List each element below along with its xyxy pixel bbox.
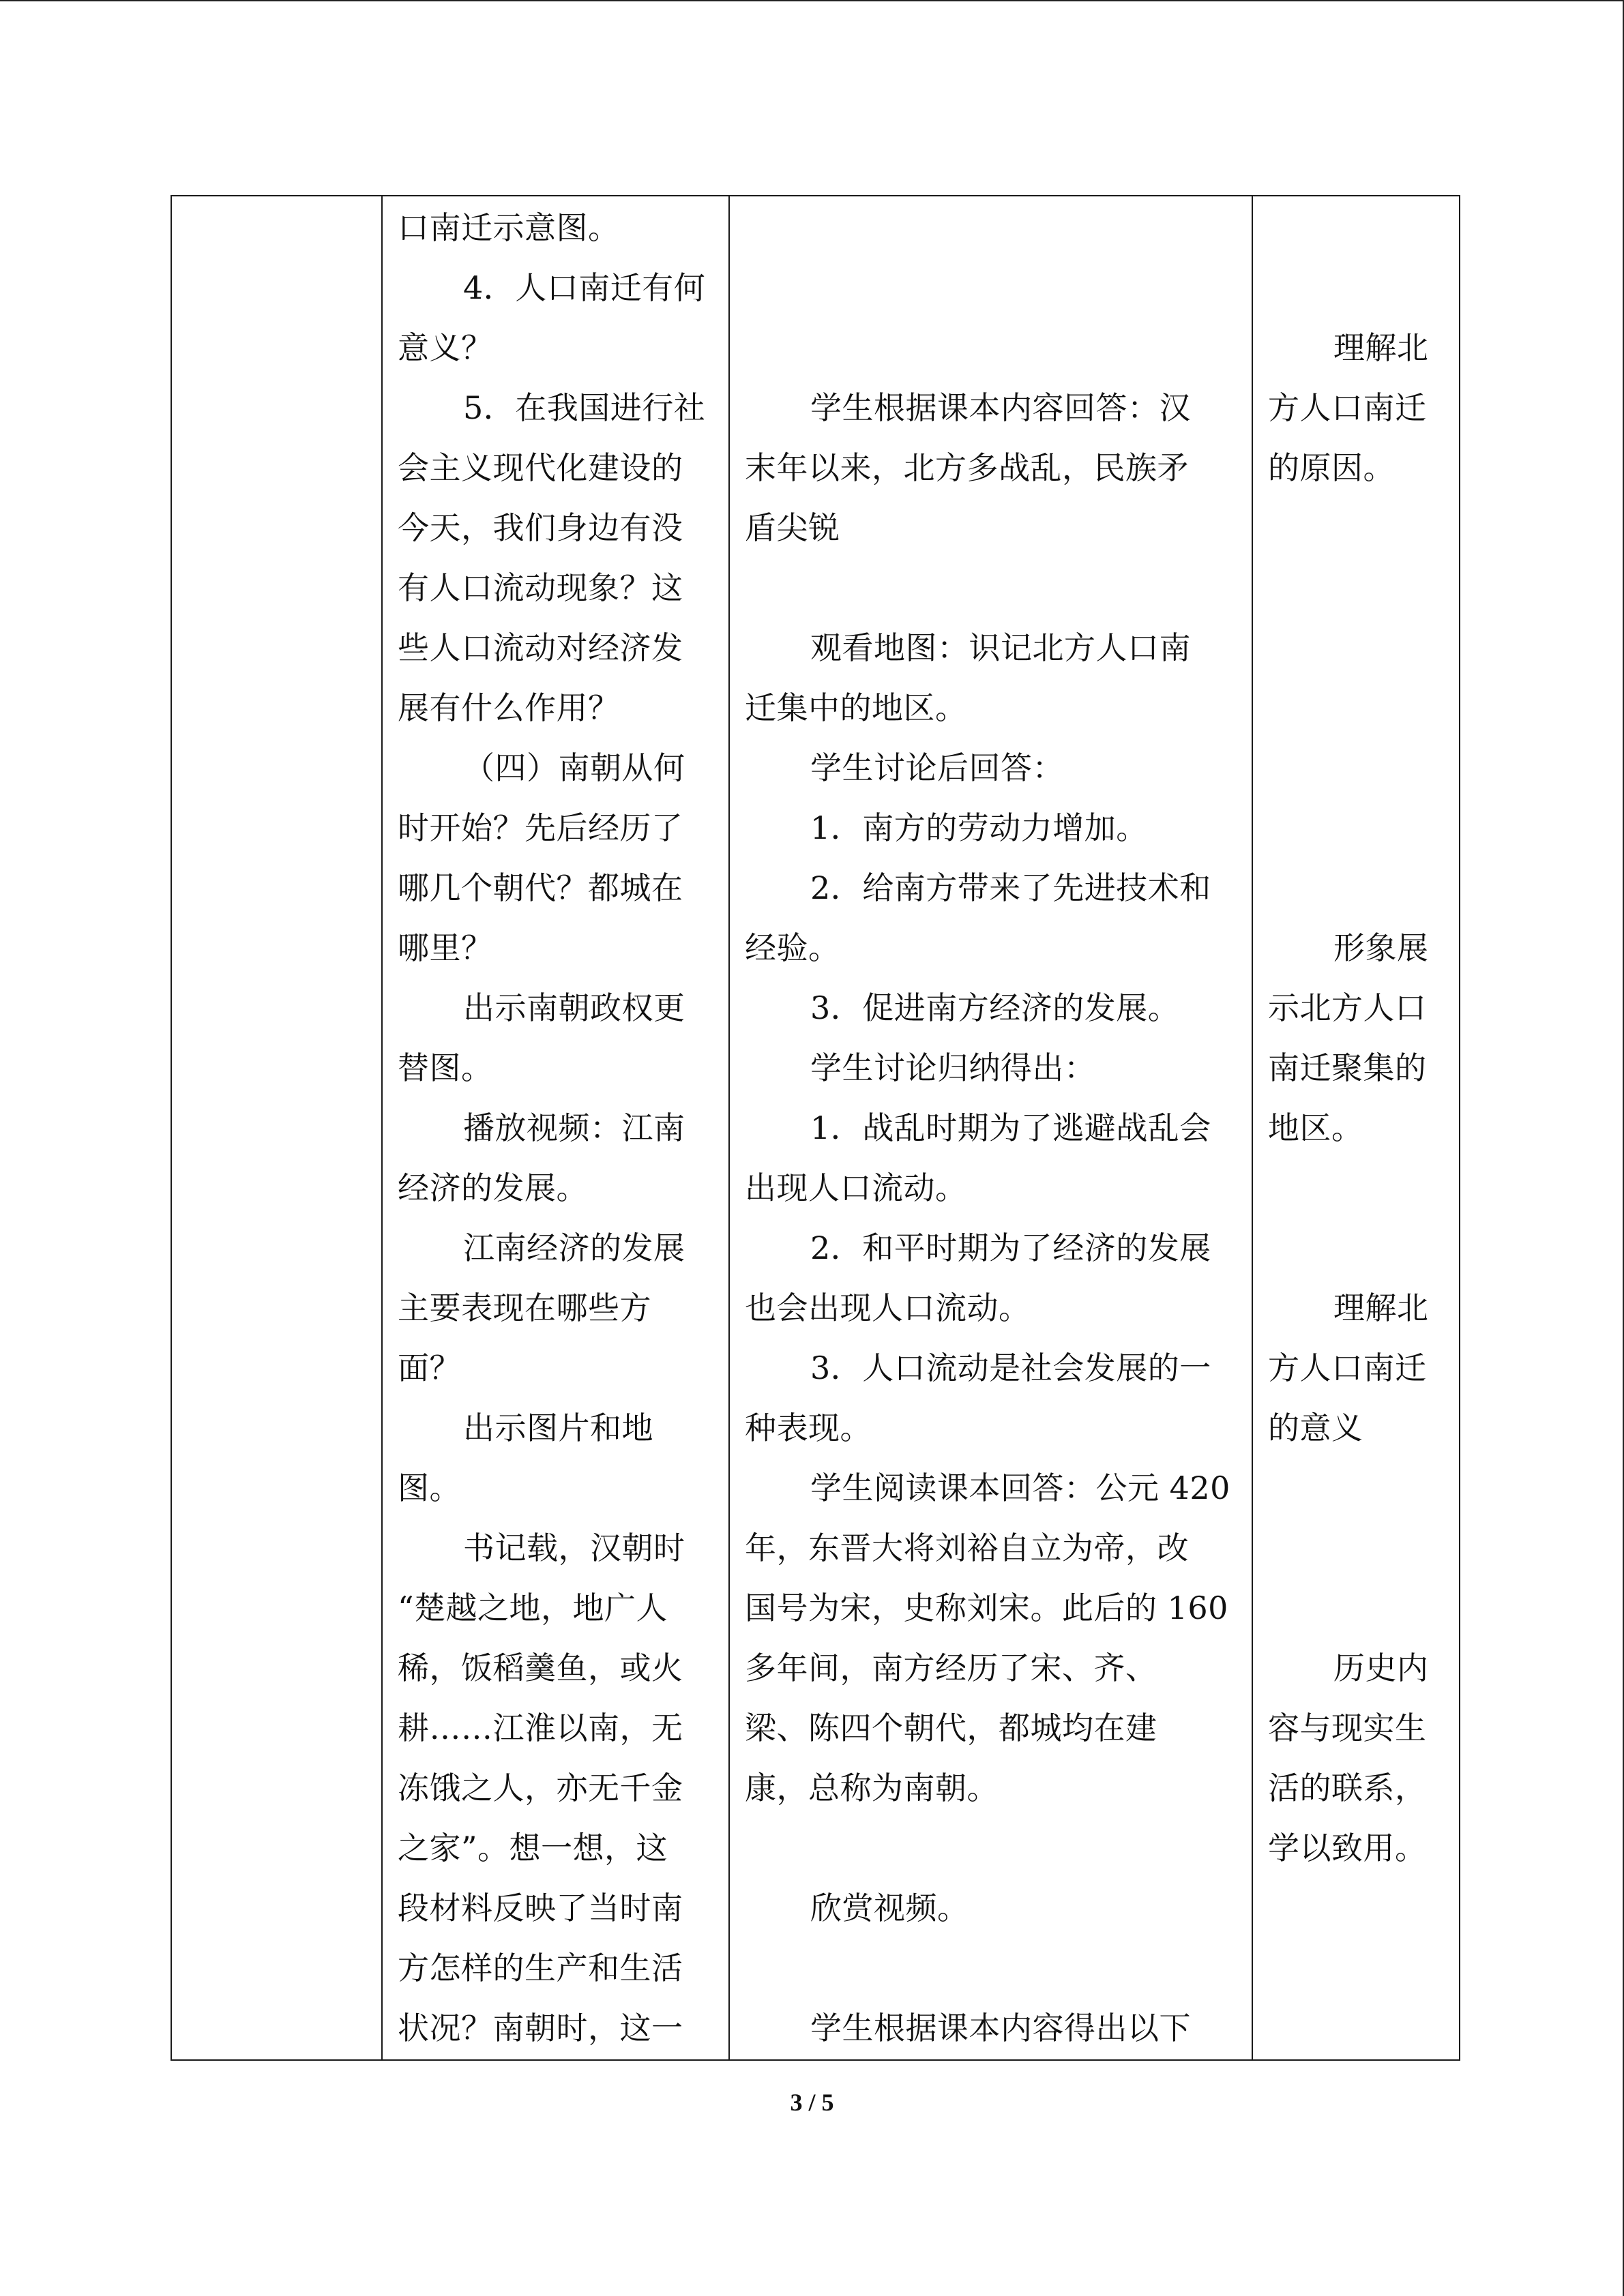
teacher-activity-line: 稀，饭稻羹鱼，或火 [398, 1650, 683, 1686]
teacher-activity-line: 展有什么作用？ [398, 689, 620, 726]
teacher-activity-line: 耕……江淮以南，无 [398, 1710, 683, 1746]
student-activity-line: 经验。 [745, 929, 840, 966]
design-intent-cell [1252, 196, 1460, 2060]
table-cell-empty [171, 196, 382, 2060]
student-activity-line: 2．和平时期为了经济的发展 [810, 1229, 1211, 1266]
teacher-activity-line: 书记载，汉朝时 [463, 1530, 685, 1566]
lesson-plan-table [171, 195, 1460, 2061]
teacher-activity-line: 些人口流动对经济发 [398, 629, 683, 666]
student-activity-line: 迁集中的地区。 [745, 689, 967, 726]
student-activity-line: 欣赏视频。 [810, 1890, 969, 1926]
teacher-activity-line: 4．人口南迁有何 [463, 269, 706, 306]
student-activity-line: 学生根据课本内容回答：汉 [810, 389, 1191, 426]
teacher-activity-line: 口南迁示意图。 [398, 209, 620, 246]
student-activity-line: 学生讨论归纳得出： [810, 1049, 1096, 1086]
teacher-activity-line: 今天，我们身边有没 [398, 509, 683, 546]
design-intent-line: 方人口南迁 [1268, 1350, 1427, 1386]
teacher-activity-cell [382, 196, 729, 2060]
student-activity-line: 出现人口流动。 [745, 1169, 967, 1206]
teacher-activity-line: （四）南朝从何 [463, 749, 685, 786]
teacher-activity-line: 之家”。想一想，这 [398, 1830, 668, 1866]
student-activity-line: 种表现。 [745, 1410, 872, 1446]
teacher-activity-line: “楚越之地，地广人 [398, 1590, 668, 1626]
teacher-activity-line: 方怎样的生产和生活 [398, 1950, 683, 1986]
teacher-activity-line: 出示图片和地 [463, 1410, 653, 1446]
design-intent-line: 的原因。 [1268, 449, 1395, 486]
teacher-activity-line: 图。 [398, 1470, 461, 1506]
design-intent-line: 的意义 [1268, 1410, 1363, 1446]
design-intent-line: 理解北 [1333, 1289, 1429, 1326]
student-activity-line: 康，总称为南朝。 [745, 1770, 999, 1806]
teacher-activity-line: 哪里？ [398, 929, 493, 966]
student-activity-line: 学生阅读课本回答：公元 420 [810, 1470, 1230, 1506]
teacher-activity-line: 出示南朝政权更 [463, 989, 685, 1026]
student-activity-line: 观看地图：识记北方人口南 [810, 629, 1191, 666]
teacher-activity-text [383, 196, 728, 2059]
student-activity-line: 也会出现人口流动。 [745, 1289, 1031, 1326]
student-activity-cell [729, 196, 1252, 2060]
design-intent-line: 学以致用。 [1268, 1830, 1427, 1866]
teacher-activity-line: 意义？ [398, 329, 493, 366]
design-intent-line: 容与现实生 [1268, 1710, 1427, 1746]
student-activity-line: 1．南方的劳动力增加。 [810, 809, 1148, 846]
teacher-activity-line: 江南经济的发展 [463, 1229, 685, 1266]
teacher-activity-line: 5．在我国进行社 [463, 389, 706, 426]
design-intent-line: 示北方人口 [1268, 989, 1427, 1026]
design-intent-line: 形象展 [1333, 929, 1429, 966]
teacher-activity-line: 面？ [398, 1350, 461, 1386]
student-activity-line: 学生根据课本内容得出以下 [810, 2010, 1191, 2046]
student-activity-text [730, 196, 1252, 2059]
student-activity-line: 多年间，南方经历了宋、齐、 [745, 1650, 1157, 1686]
student-activity-line: 梁、陈四个朝代，都城均在建 [745, 1710, 1157, 1746]
student-activity-line: 1．战乱时期为了逃避战乱会 [810, 1109, 1211, 1146]
teacher-activity-line: 主要表现在哪些方 [398, 1289, 651, 1326]
teacher-activity-line: 经济的发展。 [398, 1169, 588, 1206]
design-intent-text [1253, 196, 1459, 2059]
teacher-activity-line: 段材料反映了当时南 [398, 1890, 683, 1926]
design-intent-line: 理解北 [1333, 329, 1429, 366]
page-number: 3 / 5 [790, 2089, 834, 2116]
design-intent-line: 历史内 [1333, 1650, 1429, 1686]
teacher-activity-line: 冻饿之人，亦无千金 [398, 1770, 683, 1806]
teacher-activity-line: 播放视频：江南 [463, 1109, 685, 1146]
student-activity-line: 3．人口流动是社会发展的一 [810, 1350, 1211, 1386]
design-intent-line: 地区。 [1268, 1109, 1363, 1146]
design-intent-line: 南迁聚集的 [1268, 1049, 1427, 1086]
table-row [171, 196, 1460, 2060]
teacher-activity-line: 会主义现代化建设的 [398, 449, 683, 486]
student-activity-line: 末年以来，北方多战乱，民族矛 [745, 449, 1189, 486]
student-activity-line: 年，东晋大将刘裕自立为帝，改 [745, 1530, 1189, 1566]
student-activity-line: 学生讨论后回答： [810, 749, 1064, 786]
student-activity-line: 2．给南方带来了先进技术和 [810, 869, 1211, 906]
teacher-activity-line: 有人口流动现象？这 [398, 569, 683, 606]
design-intent-line: 方人口南迁 [1268, 389, 1427, 426]
teacher-activity-line: 哪几个朝代？都城在 [398, 869, 683, 906]
student-activity-line: 盾尖锐 [745, 509, 840, 546]
student-activity-line: 3．促进南方经济的发展。 [810, 989, 1180, 1026]
student-activity-line: 国号为宋，史称刘宋。此后的 160 [745, 1590, 1228, 1626]
teacher-activity-line: 替图。 [398, 1049, 493, 1086]
teacher-activity-line: 时开始？先后经历了 [398, 809, 683, 846]
design-intent-line: 活的联系， [1268, 1770, 1427, 1806]
teacher-activity-line: 状况？南朝时，这一 [398, 2010, 683, 2046]
